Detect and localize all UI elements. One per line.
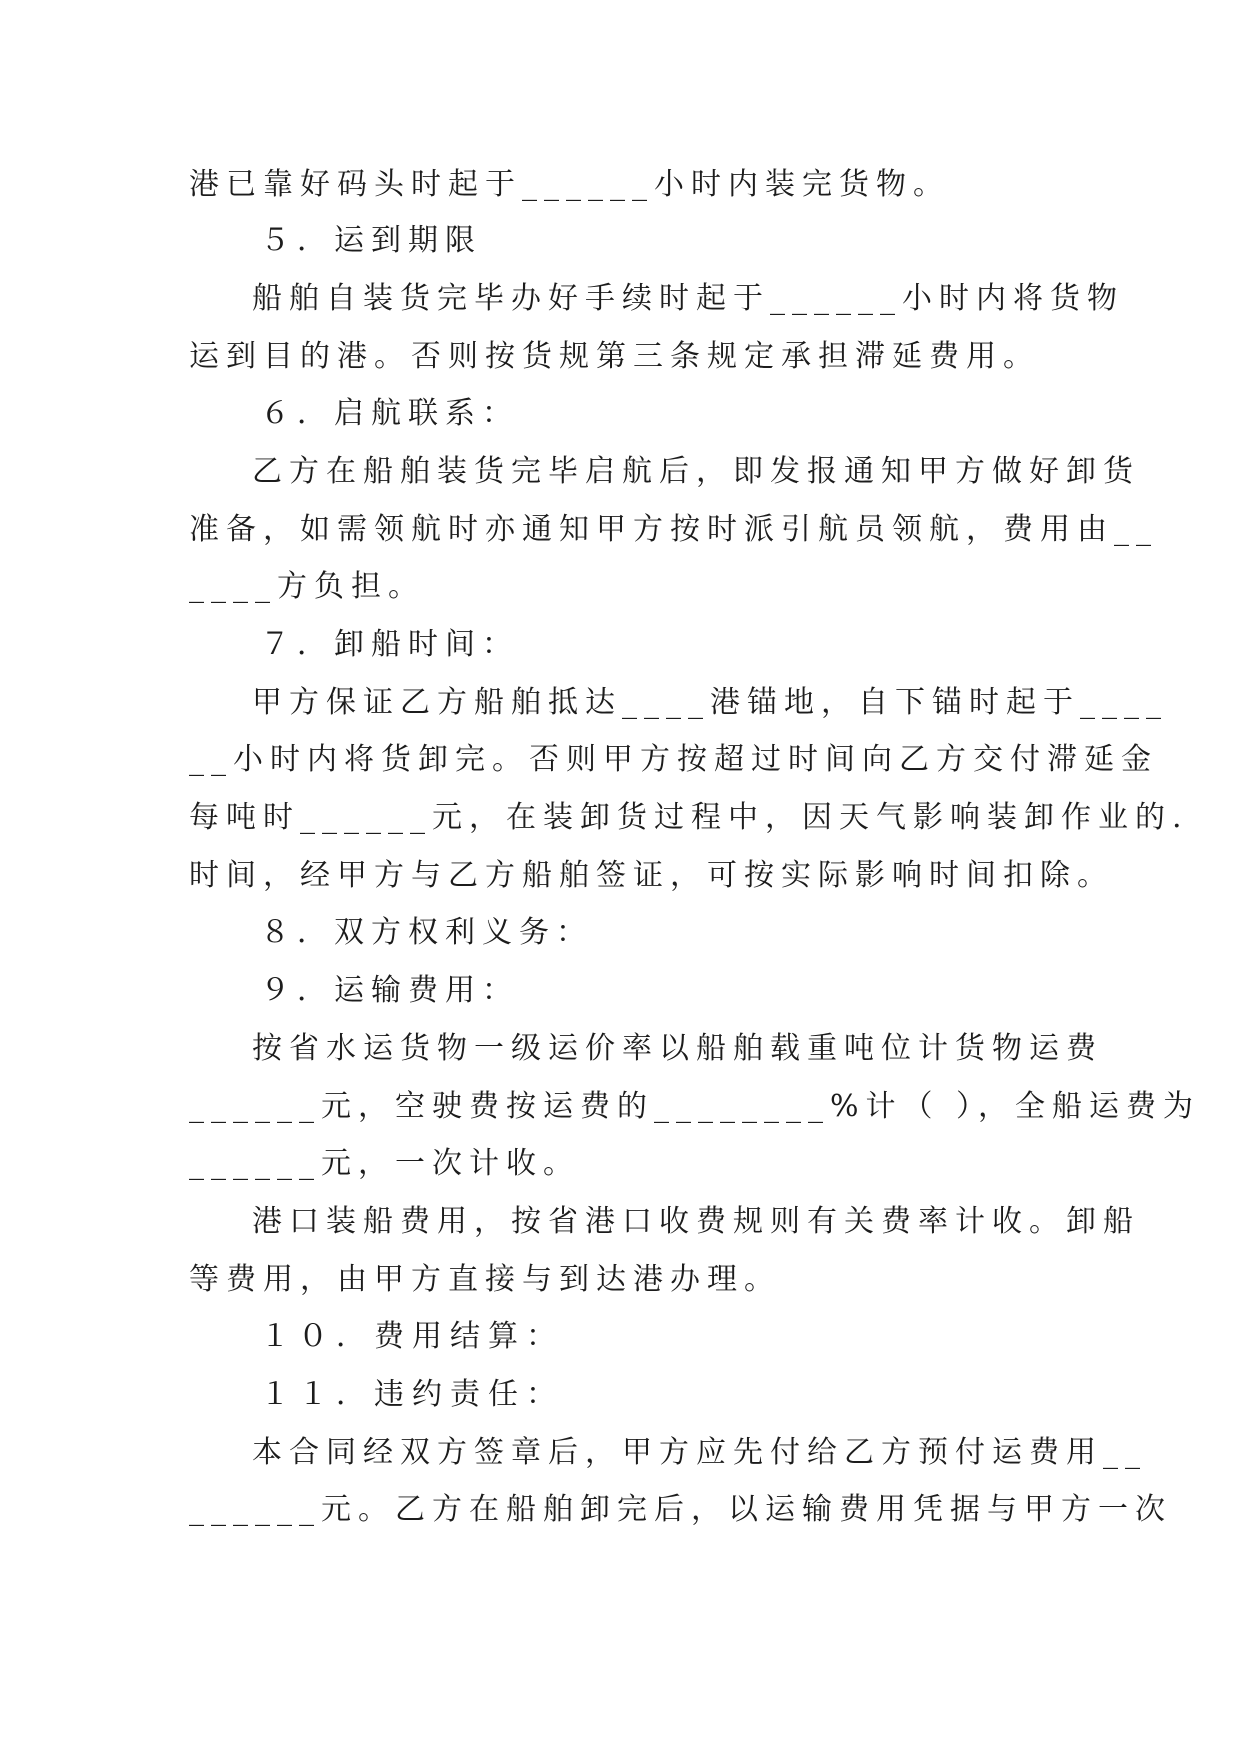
section-heading-9: ９．运输费用：: [260, 973, 519, 1008]
text-line: 时间，经甲方与乙方船舶签证，可按实际影响时间扣除。: [189, 858, 1114, 893]
section-heading-5: ５．运到期限: [260, 223, 482, 258]
text-line: 准备，如需领航时亦通知甲方按时派引航员领航，费用由__: [189, 512, 1158, 547]
text-line: 港口装船费用，按省港口收费规则有关费率计收。卸船: [252, 1204, 1140, 1239]
text-line: __小时内将货卸完。否则甲方按超过时间向乙方交付滞延金: [189, 742, 1158, 777]
section-heading-10: １０．费用结算：: [260, 1319, 564, 1354]
text-line: 每吨时______元，在装卸货过程中，因天气影响装卸作业的.: [189, 800, 1189, 835]
section-heading-11: １１．违约责任：: [260, 1377, 564, 1412]
text-line: ____方负担。: [189, 569, 425, 604]
text-line: ______元，空驶费按运费的________%计（ ），全船运费为: [189, 1089, 1201, 1124]
text-line: 港已靠好码头时起于______小时内装完货物。: [189, 167, 950, 202]
text-line: 等费用，由甲方直接与到达港办理。: [189, 1262, 781, 1297]
text-line: 船舶自装货完毕办好手续时起于______小时内将货物: [252, 281, 1124, 316]
section-heading-7: ７．卸船时间：: [260, 627, 519, 662]
text-line: ______元，一次计收。: [189, 1146, 580, 1181]
text-line: 按省水运货物一级运价率以船舶载重吨位计货物运费: [252, 1031, 1103, 1066]
text-line: ______元。乙方在船舶卸完后，以运输费用凭据与甲方一次: [189, 1492, 1172, 1527]
text-line: 甲方保证乙方船舶抵达____港锚地，自下锚时起于____: [252, 685, 1168, 720]
text-line: 本合同经双方签章后，甲方应先付给乙方预付运费用__: [252, 1435, 1147, 1470]
text-line: 运到目的港。否则按货规第三条规定承担滞延费用。: [189, 339, 1040, 374]
section-heading-8: ８．双方权利义务：: [260, 915, 593, 950]
section-heading-6: ６．启航联系：: [260, 396, 519, 431]
text-line: 乙方在船舶装货完毕启航后，即发报通知甲方做好卸货: [252, 454, 1140, 489]
